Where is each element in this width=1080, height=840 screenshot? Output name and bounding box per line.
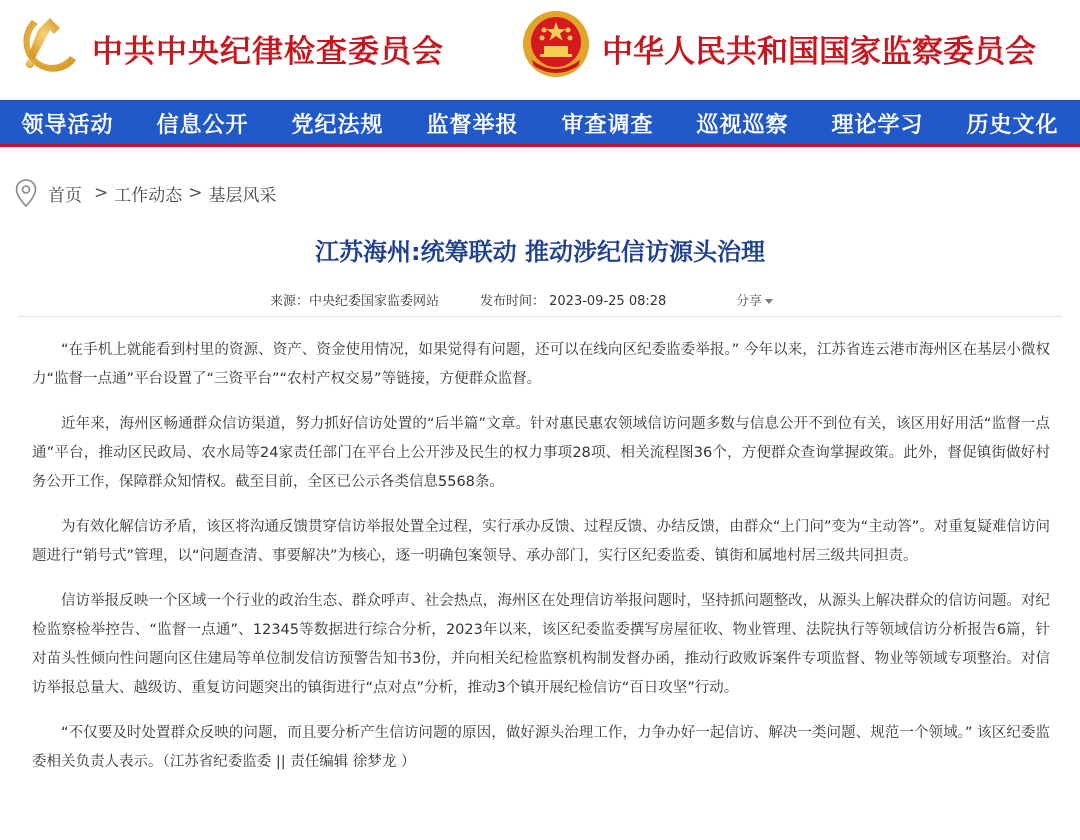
breadcrumb-grassroots[interactable]: 基层风采 (208, 185, 277, 206)
location-pin-icon (14, 178, 38, 208)
breadcrumb-separator: > (188, 183, 203, 203)
breadcrumb-work-news[interactable]: 工作动态 (114, 185, 183, 206)
breadcrumb-home[interactable]: 首页 (48, 185, 82, 206)
article-paragraph: 近年来，海州区畅通群众信访渠道，努力抓好信访处置的“后半篇”文章。针对惠民惠农领域信访问题多数与信息公开不到位有关，该区用好用活“监督一点通”平台，推动区民政局、农水局等24家责任部门在平台上公开涉及民生的权力事项28项、相关流程图36个，方便群众查询掌握政策。此外，督促镇街做好村务公开工作，保障群众知情权。截至目前，全区已公示各类信息5568条。 (32, 416, 1050, 490)
site-header (0, 0, 1080, 100)
nav-item-investigation[interactable]: 审查调查 (561, 111, 654, 138)
article-paragraph: “不仅要及时处置群众反映的问题，而且要分析产生信访问题的原因，做好源头治理工作，力争办好一起信访、解决一类问题、规范一个领域。” 该区纪委监委相关负责人表示。（江苏省纪委监委 || 责任编辑 徐梦龙 ） (32, 725, 1050, 770)
party-emblem-icon (14, 8, 84, 78)
nav-item-leadership[interactable]: 领导活动 (21, 111, 114, 138)
nav-item-theory[interactable]: 理论学习 (831, 111, 924, 138)
article-body (32, 336, 1050, 793)
nsc-title: 中华人民共和国国家监察委员会 (602, 34, 1036, 70)
national-emblem-icon (520, 8, 592, 80)
share-label: 分享 (736, 294, 763, 309)
article-paragraph: “在手机上就能看到村里的资源、资产、资金使用情况，如果觉得有问题，还可以在线向区纪委监委举报。” 今年以来，江苏省连云港市海州区在基层小微权力“监督一点通”平台设置了“三资平台”“农村产权交易”等链接，方便群众监督。 (32, 342, 1050, 387)
chevron-down-icon (765, 299, 773, 304)
article-paragraph: 信访举报反映一个区域一个行业的政治生态、群众呼声、社会热点，海州区在处理信访举报问题时，坚持抓问题整改，从源头上解决群众的信访问题。对纪检监察检举控告、“监督一点通”、12345等数据进行综合分析，2023年以来，该区纪委监委撰写房屋征收、物业管理、法院执行等领域信访分析报告6篇，针对苗头性倾向性问题向区住建局等单位制发信访预警告知书3份，并向相关纪检监察机构制发督办函，推动行政败诉案件专项监督、物业等领域专项整治。对信访举报总量大、越级访、重复访问题突出的镇街进行“点对点”分析，推动3个镇开展纪检信访“百日攻坚”行动。 (32, 593, 1050, 696)
article-source: 来源：中央纪委国家监委网站 (270, 294, 440, 309)
cpc-ccdi-title: 中共中央纪律检查委员会 (92, 34, 444, 70)
breadcrumb-separator: > (94, 183, 109, 203)
nav-item-info-disclosure[interactable]: 信息公开 (156, 111, 249, 138)
main-nav (0, 100, 1080, 145)
share-button[interactable] (736, 290, 773, 309)
nav-item-report[interactable]: 监督举报 (426, 111, 519, 138)
nav-item-history[interactable]: 历史文化 (966, 111, 1059, 138)
nav-red-rule (0, 144, 1080, 147)
article-title: 江苏海州:统筹联动 推动涉纪信访源头治理 (315, 238, 765, 266)
nav-item-inspection[interactable]: 巡视巡察 (696, 111, 789, 138)
nav-item-regulations[interactable]: 党纪法规 (291, 111, 384, 138)
meta-divider (18, 316, 1062, 317)
breadcrumb (14, 178, 277, 208)
article-publish-time: 发布时间： 2023-09-25 08:28 (480, 294, 667, 309)
article-paragraph: 为有效化解信访矛盾，该区将沟通反馈贯穿信访举报处置全过程，实行承办反馈、过程反馈、办结反馈，由群众“上门问”变为“主动答”。对重复疑难信访问题进行“销号式”管理，以“问题查清、事要解决”为核心，逐一明确包案领导、承办部门，实行区纪委监委、镇街和属地村居三级共同担责。 (32, 519, 1050, 564)
